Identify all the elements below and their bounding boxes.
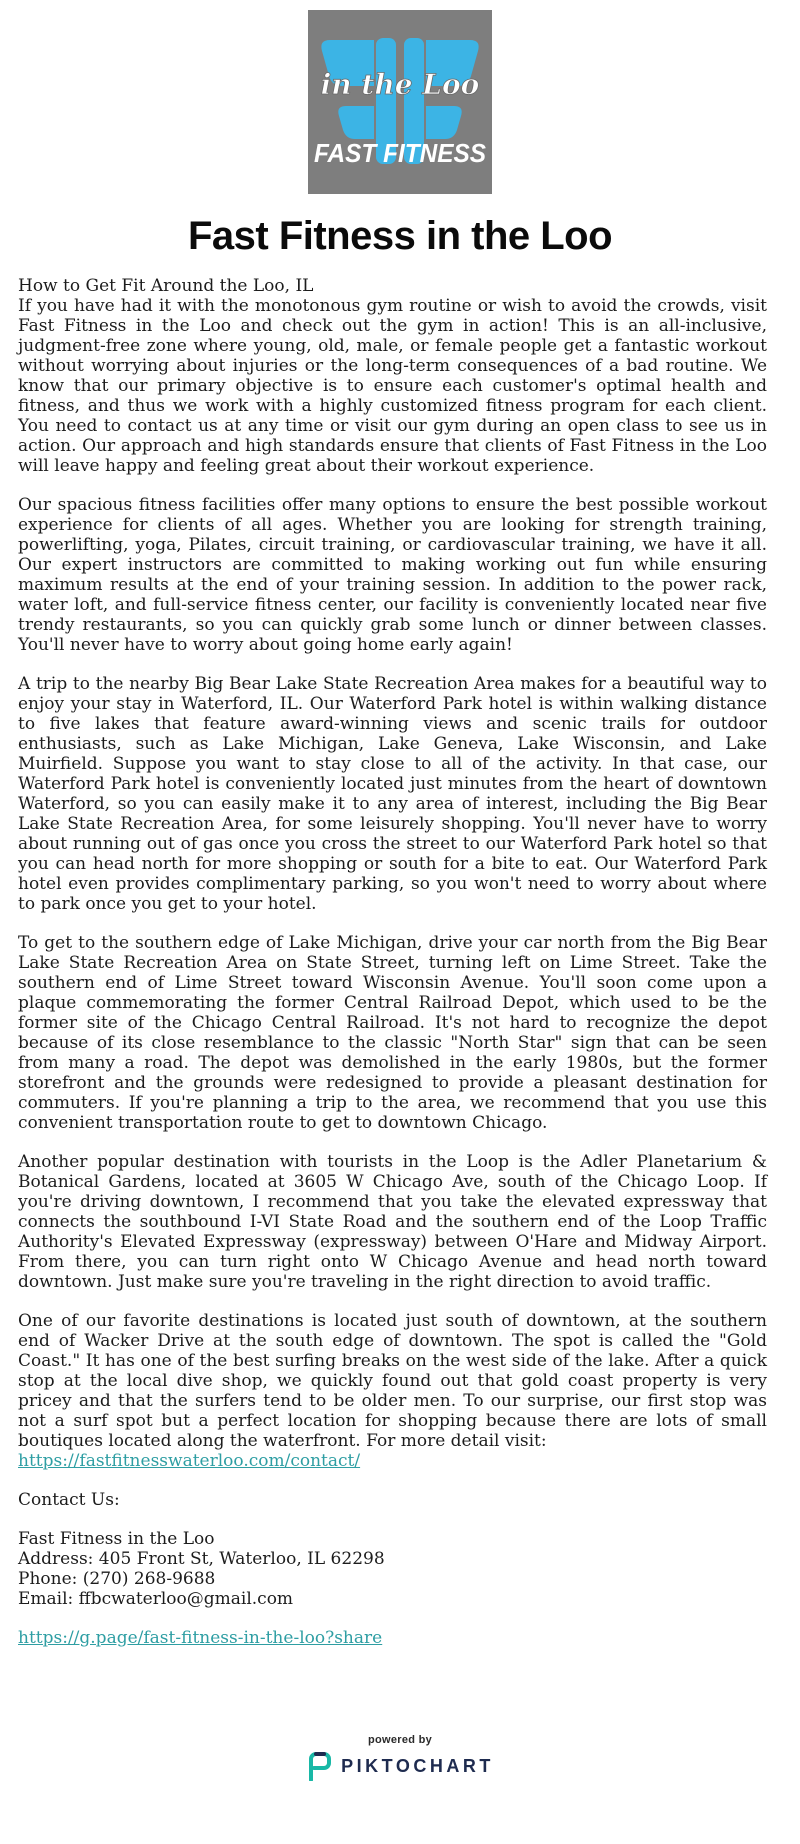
- paragraph-lake-michigan-directions: To get to the southern edge of Lake Michigan, drive your car north from the Big Bear Lake State Recreation Area on State Street, turning left on Lime Street. Take the southern end of Lime Street toward Wisconsin Avenue. You'll soon come upon a plaque commemorating the former Central Railroad Depot, which used to be the former site of the Chicago Central Railroad. It's not hard to recognize the depot because of its close resemblance to the classic "North Star" sign that can be seen from many a road. The depot was demolished in the early 1980s, but the former storefront and the grounds were redesigned to provide a pleasant destination for commuters. If you're planning a trip to the area, we recommend that you use this convenient transportation route to get to downtown Chicago.: [18, 933, 767, 1133]
- powered-by-label: powered by: [367, 1734, 433, 1746]
- contact-section: [18, 1490, 767, 1648]
- footer: [0, 1734, 800, 1781]
- article-body: [18, 276, 767, 1471]
- paragraph-adler-planetarium: Another popular destination with tourists in the Loop is the Adler Planetarium & Botanical Gardens, located at 3605 W Chicago Ave, south of the Chicago Loop. If you're driving downtown, I recommend that you take the elevated expressway that connects the southbound I-VI State Road and the southern end of the Loop Traffic Authority's Elevated Expressway (expressway) between O'Hare and Midway Airport. From there, you can turn right onto W Chicago Avenue and head north toward downtown. Just make sure you're traveling in the right direction to avoid traffic.: [18, 1152, 767, 1292]
- contact-email: Email: ffbcwaterloo@gmail.com: [18, 1589, 294, 1609]
- contact-address: Address: 405 Front St, Waterloo, IL 62298: [18, 1549, 385, 1569]
- paragraph-intro: If you have had it with the monotonous gym routine or wish to avoid the crowds, visit Fast Fitness in the Loo and check out the gym in action! This is an all-inclusive, judgment-free zone where young, old, male, or female people get a fantastic workout without worrying about injuries or the long-term consequences of a bad routine. We know that our primary objective is to ensure each customer's optimal health and fitness, and thus we work with a highly customized fitness program for each client. You need to contact us at any time or visit our gym during an open class to see us in action. Our approach and high standards ensure that clients of Fast Fitness in the Loo will leave happy and feeling great about their workout experience.: [18, 296, 767, 476]
- contact-page-link[interactable]: https://fastfitnesswaterloo.com/contact/: [18, 1451, 361, 1471]
- piktochart-icon: [306, 1751, 332, 1781]
- contact-phone: Phone: (270) 268-9688: [18, 1569, 216, 1589]
- page-title: Fast Fitness in the Loo: [187, 214, 613, 258]
- google-page-link[interactable]: https://g.page/fast-fitness-in-the-loo?share: [18, 1628, 383, 1648]
- paragraph-gold-coast: One of our favorite destinations is located just south of downtown, at the southern end of Wacker Drive at the south edge of downtown. The spot is called the "Gold Coast." It has one of the best surfing breaks on the west side of the lake. After a quick stop at the local dive shop, we quickly found out that gold coast property is very pricey and that the surfers tend to be older men. To our surprise, our first stop was not a surf spot but a perfect location for shopping because there are lots of small boutiques located along the waterfront. For more detail visit:: [18, 1311, 767, 1451]
- contact-name: Fast Fitness in the Loo: [18, 1529, 215, 1549]
- fast-fitness-logo: [308, 10, 492, 194]
- article-subtitle: How to Get Fit Around the Loo, IL: [18, 276, 314, 296]
- logo-script-text: in the Loo: [320, 68, 480, 101]
- contact-us-label: Contact Us:: [18, 1490, 120, 1510]
- logo-brand-text: FAST FITNESS: [314, 138, 487, 168]
- fast-fitness-logo-image: [308, 10, 492, 194]
- piktochart-wordmark: PIKTOCHART: [341, 1755, 494, 1776]
- paragraph-big-bear-lake: A trip to the nearby Big Bear Lake State Recreation Area makes for a beautiful way to enjoy your stay in Waterford, IL. Our Waterford Park hotel is within walking distance to five lakes that feature award-winning views and scenic trails for outdoor enthusiasts, such as Lake Michigan, Lake Geneva, Lake Wisconsin, and Lake Muirfield. Suppose you want to stay close to all of the activity. In that case, our Waterford Park hotel is conveniently located just minutes from the heart of downtown Waterford, so you can easily make it to any area of interest, including the Big Bear Lake State Recreation Area, for some leisurely shopping. You'll never have to worry about running out of gas once you cross the street to our Waterford Park hotel so that you can head north for more shopping or south for a bite to eat. Our Waterford Park hotel even provides complimentary parking, so you won't need to worry about where to park once you get to your hotel.: [18, 674, 767, 914]
- paragraph-facilities: Our spacious fitness facilities offer many options to ensure the best possible workout experience for clients of all ages. Whether you are looking for strength training, powerlifting, yoga, Pilates, circuit training, or cardiovascular training, we have it all. Our expert instructors are committed to making working out fun while ensuring maximum results at the end of your training session. In addition to the power rack, water loft, and full-service fitness center, our facility is conveniently located near five trendy restaurants, so you can quickly grab some lunch or dinner between classes. You'll never have to worry about going home early again!: [18, 495, 767, 655]
